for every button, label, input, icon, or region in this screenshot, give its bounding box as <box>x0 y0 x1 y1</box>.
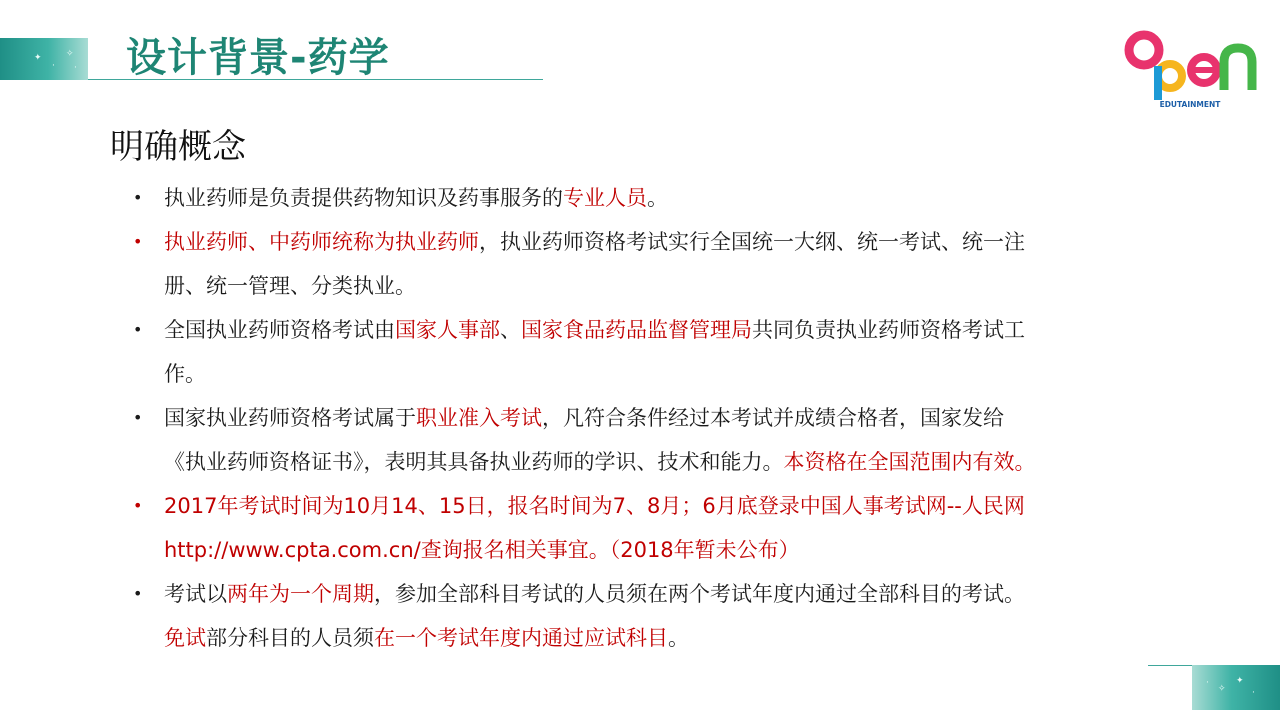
bullet-marker: • <box>133 584 143 603</box>
bullet-item <box>130 176 1180 220</box>
logo-wordmark: EDUTAINMENT <box>1159 100 1221 109</box>
highlighted-text: 专业人员 <box>563 186 647 210</box>
bullet-text: 。 <box>647 186 668 210</box>
bullet-text: 。 <box>668 626 689 650</box>
bullet-marker: • <box>133 496 143 515</box>
highlighted-text: http://www.cpta.com.cn/查询报名相关事宜。（2018年暂未公布） <box>164 538 800 562</box>
bullet-text: 册、统一管理、分类执业。 <box>164 274 416 298</box>
bullet-text: 国家执业药师资格考试属于 <box>164 406 416 430</box>
highlighted-text: 国家食品药品监督管理局 <box>521 318 752 342</box>
highlighted-text: 职业准入考试 <box>416 406 542 430</box>
highlighted-text: 执业药师、中药师统称为执业药师 <box>164 230 479 254</box>
bullet-text: 、 <box>500 318 521 342</box>
bullet-item <box>130 484 1180 572</box>
bullet-text: 部分科目的人员须 <box>206 626 374 650</box>
bullet-text: 考试以 <box>164 582 227 606</box>
highlighted-text: 国家人事部 <box>395 318 500 342</box>
bullet-item <box>130 308 1180 396</box>
bullet-text: 执业药师是负责提供药物知识及药事服务的 <box>164 186 563 210</box>
bullet-list <box>130 176 1180 660</box>
bullet-text: 共同负责执业药师资格考试工 <box>752 318 1025 342</box>
bullet-marker: • <box>133 188 143 207</box>
bullet-item <box>130 220 1180 308</box>
bullet-text: ，参加全部科目考试的人员须在两个考试年度内通过全部科目的考试。 <box>374 582 1025 606</box>
bullet-text: 《执业药师资格证书》，表明其具备执业药师的学识、技术和能力。 <box>164 450 784 474</box>
bullet-text: 全国执业药师资格考试由 <box>164 318 395 342</box>
highlighted-text: 在一个考试年度内通过应试科目 <box>374 626 668 650</box>
highlighted-text: 免试 <box>164 626 206 650</box>
bullet-item <box>130 396 1180 484</box>
highlighted-text: 两年为一个周期 <box>227 582 374 606</box>
highlighted-text: 本资格在全国范围内有效。 <box>783 450 1036 474</box>
bullet-marker: • <box>133 408 143 427</box>
top-left-decoration-band: ✦ · ✧ · <box>0 38 88 80</box>
bullet-marker: • <box>133 320 143 339</box>
bullet-text: 作。 <box>164 362 206 386</box>
highlighted-text: 2017年考试时间为10月14、15日，报名时间为7、8月；6月底登录中国人事考试网--人民网 <box>164 494 1025 518</box>
bullet-marker: • <box>133 232 143 251</box>
slide-title: 设计背景-药学 <box>126 35 390 81</box>
section-heading: 明确概念 <box>110 127 246 167</box>
bullet-text: ，执业药师资格考试实行全国统一大纲、统一考试、统一注 <box>479 230 1025 254</box>
bullet-text: ，凡符合条件经过本考试并成绩合格者，国家发给 <box>542 406 1004 430</box>
open-edutainment-logo <box>1122 26 1262 110</box>
bullet-item <box>130 572 1180 660</box>
bottom-right-rule <box>1148 665 1192 666</box>
bottom-right-decoration-band: · ✧ ✦ · <box>1192 665 1280 710</box>
